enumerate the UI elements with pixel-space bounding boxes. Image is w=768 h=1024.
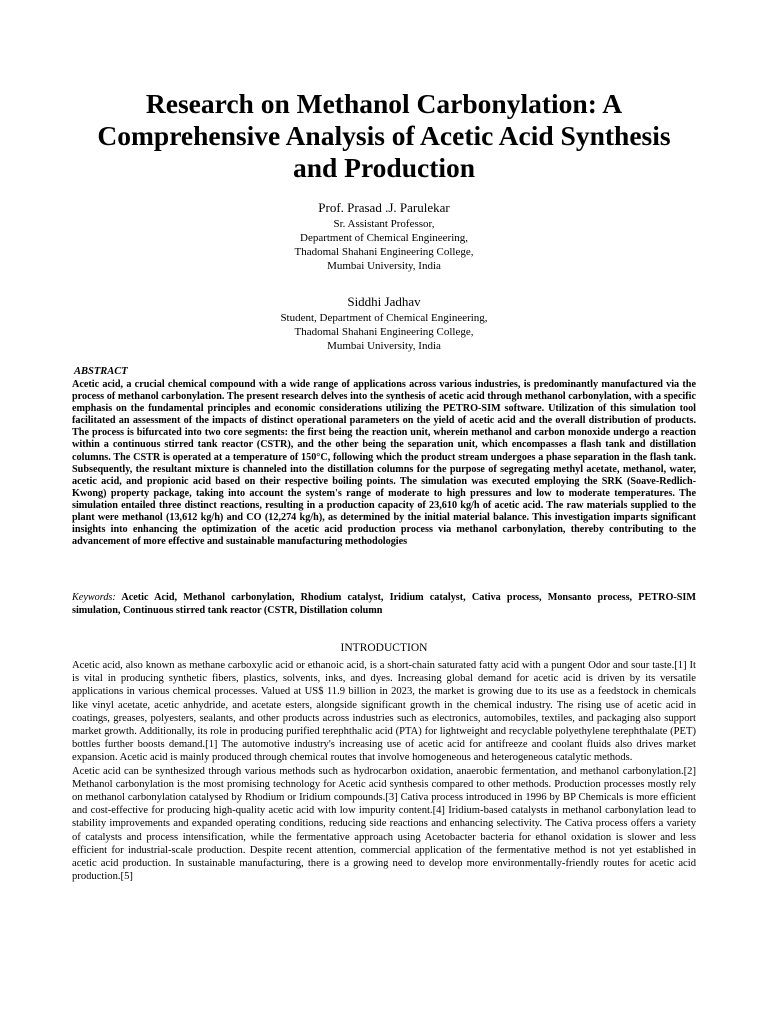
author-name: Prof. Prasad .J. Parulekar	[318, 200, 450, 215]
author-affiliation-line: Thadomal Shahani Engineering College,	[294, 326, 474, 338]
paragraph: Acetic acid, also known as methane carboxylic acid or ethanoic acid, is a short-chain saturated fatty acid with a pungent Odor and sour taste.[1] It is vital in producing synthetic fibers, plastics, solvents, inks, and dyes. Increasing global demand for acetic acid is driven by its versatile applications in various chemical processes. Valued at US$ 11.9 billion in 2023, the market is growing due to its use as a feedstock in chemicals like vinyl acetate, acetic anhydride, and acetate esters, alongside significant growth in the chemical industry. The rising use of acetic acid in coatings, greases, polyesters, sealants, and other products across industries such as electronics, automobiles, textiles, and packaging also support market growth. Additionally, its role in producing purified terephthalic acid (PTA) for lightweight and recyclable polyethylene terephthalate (PET) bottles further boosts demand.[1] The automotive industry's increasing use of acetic acid for antifreeze and coolant fluids also drives market expansion. Acetic acid is mainly produced through chemical routes that involve homogeneous and heterogeneous catalytic methods.	[72, 660, 696, 764]
paragraph: Acetic acid can be synthesized through various methods such as hydrocarbon oxidation, anaerobic fermentation, and methanol carbonylation.[2] Methanol carbonylation is the most promising technology for Acetic acid synthesis compared to other methods. Production processes mostly rely on methanol carbonylation catalysed by Rhodium or Iridium compounds.[3] Cativa process introduced in 1996 by BP Chemicals is more efficient and cost-effective for producing high-quality acetic acid with low impurity content.[4] Iridium-based catalysts in methanol carbonylation lead to stability improvements and expanded operating conditions, reducing side reactions and enhancing selectivity. The Cativa process offers a variety of catalysts and process intensification, while the fermentative approach using Acetobacter bacteria for ethanol oxidation is slower and less efficient for industrial-scale production. Despite recent attention, commercial application of the fermentative method is not yet established in acetic acid production. In sustainable manufacturing, there is a growing need to develop more environmentally-friendly routes for acetic acid production.[5]	[72, 765, 696, 883]
abstract-heading: ABSTRACT	[74, 366, 128, 377]
keywords-label: Keywords:	[72, 592, 116, 603]
introduction-body	[72, 659, 696, 883]
author-block-2	[184, 294, 584, 353]
keywords-text: Acetic Acid, Methanol carbonylation, Rhodium catalyst, Iridium catalyst, Cativa process, Monsanto process, PETRO-SIM simulation, Continuous stirred tank reactor (CSTR, Distillation column	[72, 592, 697, 616]
section-heading-introduction: INTRODUCTION	[340, 642, 428, 654]
abstract-text: Acetic acid, a crucial chemical compound with a wide range of applications across various industries, is predominantly manufactured via the process of methanol carbonylation. The present research delves into the synthesis of acetic acid through methanol carbonylation, with a specific emphasis on the fundamental principles and economic considerations utilizing the PETRO-SIM software. Utilization of this simulation tool facilitated an assessment of the impacts of distinct operational parameters on the yield of acetic acid and the overall distribution of products. The process is bifurcated into two core segments: the first being the reaction unit, wherein methanol and carbon monoxide undergo a reaction within a continuous stirred tank reactor (CSTR), and the other being the separation unit, which encompasses a flash tank and distillation columns. The CSTR is operated at a temperature of 150°C, following which the product stream undergoes a phase separation in the flash tank. Subsequently, the resultant mixture is channeled into the distillation columns for the purpose of segregating methyl acetate, methanol, water, acetic acid, and propionic acid based on their respective boiling points. The simulation was executed employing the SRK (Soave-Redlich-Kwong) property package, taking into account the system's range of moderate to high pressures and low to moderate temperatures. The simulation entailed three distinct reactions, resulting in a production capacity of 23,610 kg/h of acetic acid. The raw materials supplied to the plant were methanol (13,612 kg/h) and CO (12,274 kg/h), as determined by the initial material balance. This investigation imparts significant insights into enhancing the optimization of the acetic acid production process via methanol carbonylation, thereby contributing to the advancement of more effective and sustainable manufacturing methodologies	[72, 379, 696, 548]
author-affiliation-line: Sr. Assistant Professor,	[333, 218, 435, 230]
author-affiliation-line: Thadomal Shahani Engineering College,	[294, 246, 474, 258]
keywords	[72, 592, 696, 617]
paper-title: Research on Methanol Carbonylation: A Comprehensive Analysis of Acetic Acid Synthesis and Production	[97, 88, 671, 183]
author-affiliation-line: Student, Department of Chemical Engineering,	[280, 312, 488, 324]
author-affiliation-line: Department of Chemical Engineering,	[300, 232, 468, 244]
author-block-1	[184, 200, 584, 273]
author-affiliation-line: Mumbai University, India	[327, 260, 441, 272]
author-affiliation-line: Mumbai University, India	[327, 340, 441, 352]
author-name: Siddhi Jadhav	[347, 294, 421, 309]
